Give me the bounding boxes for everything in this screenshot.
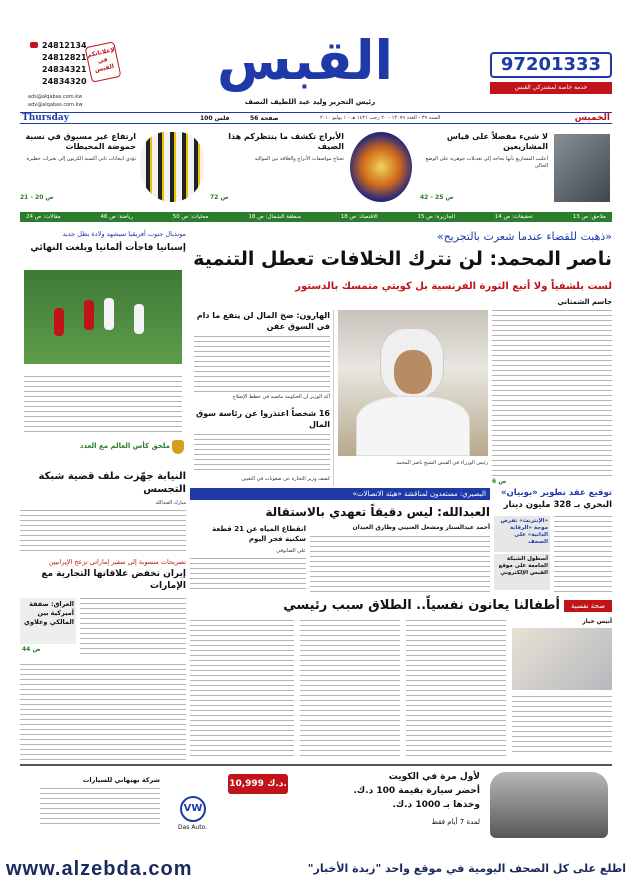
lead-photo <box>338 310 488 456</box>
lead-body-text <box>492 310 612 478</box>
fish-image <box>140 132 204 202</box>
teaser-title: الأبراج تكشف ما ينتظركم هذا الصيف <box>228 132 344 151</box>
logo: القبس <box>216 29 394 92</box>
sub-story-kicker: البصيري: مستعدون لمناقشة «هيئة الاتصالات» <box>190 488 490 500</box>
sports-headline: إسبانيا فاجأت ألمانيا وبلغت النهائي <box>30 243 186 253</box>
bottom-headline: أطفالنا يعانون نفسياً.. الطلاق سبب رئيسي <box>283 598 560 613</box>
lead-side-column <box>190 310 334 486</box>
left-story-1-byline: مبارك العبدالله <box>155 500 186 506</box>
index-item[interactable]: تحقيقات: ص 14 <box>494 214 533 220</box>
advert-car-image <box>490 772 608 838</box>
section-index-bar <box>20 212 612 222</box>
side-item-body <box>194 336 330 392</box>
health-tag: صحة نفسية <box>564 600 612 612</box>
advert-dealer: شركة بهبهاني للسيارات <box>82 776 160 784</box>
ads-email-2: adv@alqabas.com.kw <box>28 102 83 108</box>
bottom-story <box>190 600 612 760</box>
left-story-1-headline: النيابة جهّزت ملف قضية شبكة التجسس <box>38 471 186 495</box>
index-item[interactable]: محليات: ص 50 <box>172 214 209 220</box>
pages-count: 56 صفحة <box>250 115 279 122</box>
sports-kicker: مونديال جنوب أفريقيا سيشهد ولادة بطل جديد <box>62 230 186 238</box>
portrait-face <box>394 350 432 394</box>
index-item[interactable]: ملاحق: ص 13 <box>572 214 606 220</box>
left-story-2-headline: إيران تخفض علاقاتها التجارية مع الإمارات <box>41 569 186 591</box>
teaser-2[interactable] <box>210 130 415 208</box>
world-cup-supplement[interactable]: ملحق كأس العالم مع العدد <box>79 442 170 450</box>
lead-caption: رئيس الوزراء في القبس الشيخ ناصر المحمد <box>396 460 488 466</box>
index-item[interactable]: منطقة الشمال: ص 18 <box>248 214 301 220</box>
index-item[interactable]: مقالات: ص 24 <box>26 214 61 220</box>
player-red <box>54 308 64 336</box>
index-item[interactable]: الاقتصاد: ص 18 <box>340 214 378 220</box>
sub-story-headline: العبدالله: ليس دقيقاً تعهدي بالاستقالة <box>265 505 490 519</box>
teaser-ref: ص 72 <box>210 194 229 201</box>
teaser-text: أعلنت المشاريع بأنها بحاجة إلى تعديلات جوهرية على الوضع الحالي <box>425 156 548 169</box>
das-auto-slogan: Das Auto. <box>178 824 208 831</box>
day-ar: الخميس <box>574 113 610 123</box>
subscription-box <box>490 52 612 98</box>
index-item[interactable]: رياضة: ص 46 <box>100 214 133 220</box>
lead-ref: ص 6 <box>492 478 507 485</box>
teaser-row <box>20 130 612 210</box>
date-strip <box>20 112 612 124</box>
teaser-title: ارتفاع غير مسبوق في نسبة حموضة المحيطات <box>25 132 136 151</box>
left-story-2 <box>20 558 186 658</box>
phone-list: 24812134 24812821 24834321 24834320 <box>42 41 87 86</box>
ads-email-1: ads@alqabas.com.kw <box>28 94 83 100</box>
day-en: Thursday <box>22 113 69 123</box>
advert-contact-lines <box>40 788 160 828</box>
water-cut-byline: علي الصانوقي <box>276 548 306 554</box>
left-column-body <box>20 664 186 760</box>
bottom-body-4 <box>190 620 294 756</box>
trophy-icon <box>172 440 184 454</box>
lead-kicker: «ذهبت للقضاء عندما شعرت بالتجريح» <box>436 230 612 243</box>
player-white <box>104 298 114 330</box>
bottom-body-1 <box>512 696 612 756</box>
side-item-text: كشف وزير التجارة عن صعوبات في التعيين <box>241 476 330 482</box>
zodiac-wheel-image <box>350 132 412 202</box>
sub-story-body <box>310 536 490 592</box>
left-story-1 <box>20 470 186 556</box>
advert-line-4: لمدة 7 أيام فقط <box>431 818 480 826</box>
sports-photo <box>24 270 182 364</box>
left-story-2-ref: ص 44 <box>22 646 41 653</box>
iraq-deal-box[interactable]: العراق: صفقة أميركية بين المالكي وعلاوي <box>20 598 76 644</box>
contract-story <box>494 488 612 598</box>
side-item-title: 16 شخصاً اعتذروا عن رئاسة سوق المال <box>195 409 330 429</box>
footer-url[interactable]: www.alzebda.com <box>6 858 193 880</box>
index-item[interactable]: الجازيرة: ص 15 <box>417 214 455 220</box>
phone-icon <box>30 42 38 48</box>
contract-body <box>554 516 612 592</box>
sub-story <box>190 488 490 598</box>
left-story-2-kicker: تصريحات منسوبة إلى سفير إماراتي تزعج الإيرانيين <box>48 558 186 566</box>
sports-column <box>20 226 186 466</box>
bottom-byline: أنيس خباز <box>582 618 612 625</box>
advert-line-2: أحضر سيارة بقيمة 100 د.ك. <box>353 786 480 796</box>
masthead-subtitle: رئيس التحرير وليد عبد اللطيف النصف <box>244 98 376 106</box>
sports-body <box>24 376 182 436</box>
teaser-photo <box>554 134 610 202</box>
vw-logo: VW <box>180 796 206 822</box>
left-story-1-body <box>20 510 186 554</box>
ads-contact-box <box>28 40 118 112</box>
teaser-ref: ص 20 - 21 <box>20 194 54 201</box>
advert-line-3: وخذها بـ 1000 د.ك. <box>392 800 480 810</box>
teaser-1[interactable] <box>420 130 612 208</box>
side-item-title: الهارون: ضخ المال لن ينفع ما دام في السوق عفن <box>196 311 330 331</box>
side-item-body <box>194 434 330 474</box>
subscription-label: خدمة خاصة لمشتركي القبس <box>490 82 612 94</box>
left-story-2-body <box>80 598 186 654</box>
contract-subhead: البحري بـ 328 مليون دينار <box>503 500 612 510</box>
player-red <box>84 300 94 330</box>
masthead <box>20 22 612 122</box>
footer-bar <box>0 850 632 894</box>
teaser-3[interactable] <box>20 130 205 208</box>
player-white <box>134 304 144 334</box>
contract-headline: توقيع عقد تطوير «بوبيان» <box>501 488 612 498</box>
family-photo <box>512 628 612 690</box>
ads-label: لإعلاناتكم في القبس <box>85 41 122 82</box>
bottom-body-3 <box>300 620 400 756</box>
teaser-text: تؤدي انبعاثات ثاني أكسيد الكربون إلى تغيرات خطيرة <box>26 156 136 162</box>
side-item-text: أكد الوزير أن الحكومة ماضية في خطط الإصلاح <box>232 394 330 400</box>
water-cut-title: انقطاع المياه عن 21 قطعة سكنية فجر اليوم <box>212 525 306 543</box>
teaser-title: لا شيء مفصلاً على قياس المشاريعين <box>446 132 548 151</box>
subscription-number: 97201333 <box>490 52 612 78</box>
sub-story-byline: أحمد عبدالستار ومشعل العنيبي وطارق العيدان <box>352 524 490 531</box>
date-line: السنة ٣٩ - العدد ١٣٠٧٩ - ٢٠ رجب ١٤٣١ هـ - ١ يوليو ٢٠١٠ <box>320 115 441 121</box>
teaser-ref: ص 25 - 42 <box>420 194 454 201</box>
advert-line-1: لأول مرة في الكويت <box>388 772 480 782</box>
lead-subhead: لست بلشفياً ولا أتبع الثورة الفرنسية بل كويتي متمسك بالدستور <box>295 281 612 292</box>
bottom-body-2 <box>406 620 506 756</box>
footer-promo[interactable]: اطلع على كل الصحف اليومية في موقع واحد "زبدة الأخبار" <box>307 862 626 875</box>
contract-inset-2[interactable]: أسطول الشبكة الجامعة على موقع القبس الإلكتروني <box>494 554 550 590</box>
car-advert[interactable] <box>20 764 612 842</box>
advert-price-tag: 10,999 د.ك. <box>228 774 288 794</box>
contract-inset-1[interactable]: «الإنترنت» تفرض موجة «الرقابة الذاتية» على الصحف <box>494 516 550 552</box>
price: 100 فلس <box>200 115 230 122</box>
portrait-robe <box>356 396 470 456</box>
lead-headline: ناصر المحمد: لن نترك الخلافات تعطل التنمية <box>193 248 612 270</box>
lead-story <box>190 226 612 488</box>
water-cut-body <box>190 558 306 592</box>
teaser-text: تحتاج مواصفات الأبراج والعلاقة بين المواليد <box>254 156 344 162</box>
lead-byline: جاسم الشمتاني <box>557 298 612 306</box>
